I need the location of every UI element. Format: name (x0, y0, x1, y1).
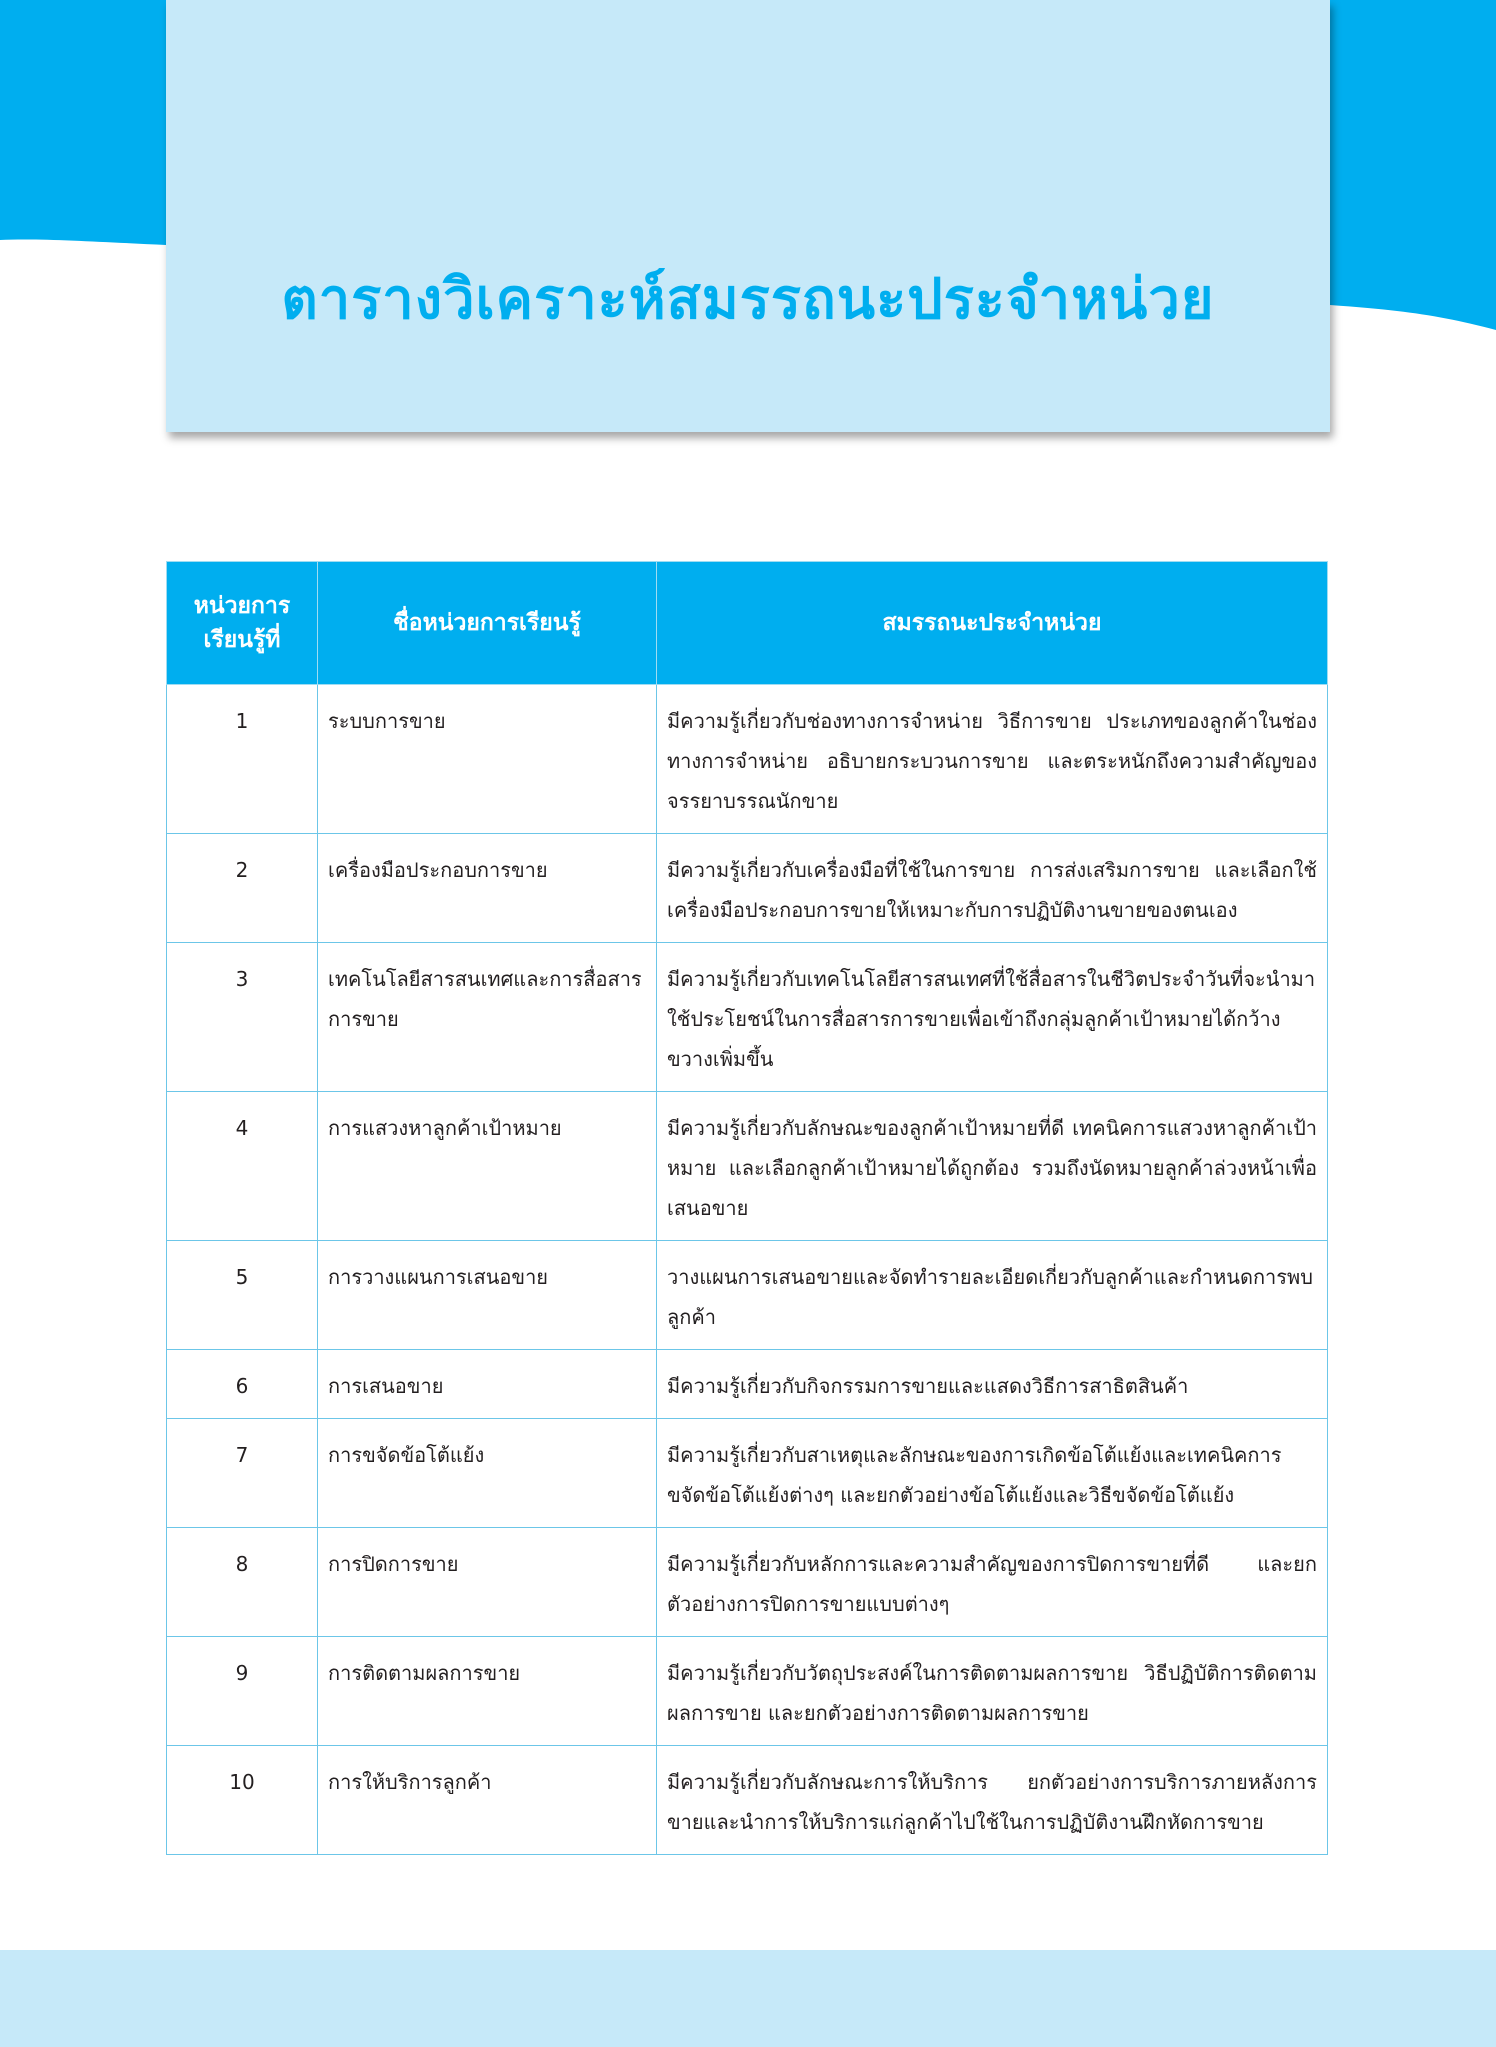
table-row (167, 1419, 1328, 1528)
unit-name-cell: การติดตามผลการขาย (318, 1637, 657, 1746)
unit-number-cell: 7 (167, 1419, 318, 1528)
competency-cell: มีความรู้เกี่ยวกับเครื่องมือที่ใช้ในการขาย การส่งเสริมการขาย และเลือกใช้เครื่องมือประกอบการขายให้เหมาะกับการปฏิบัติงานขายของตนเอง (657, 834, 1328, 943)
unit-number-cell: 5 (167, 1241, 318, 1350)
unit-number-cell: 1 (167, 685, 318, 834)
footer-band (0, 1950, 1496, 2047)
unit-name-cell: ระบบการขาย (318, 685, 657, 834)
unit-name-cell: การวางแผนการเสนอขาย (318, 1241, 657, 1350)
header-unit-number: หน่วยการ เรียนรู้ที่ (167, 562, 318, 685)
table-row (167, 1528, 1328, 1637)
competency-cell: มีความรู้เกี่ยวกับช่องทางการจำหน่าย วิธีการขาย ประเภทของลูกค้าในช่องทางการจำหน่าย อธิบายกระบวนการขาย และตระหนักถึงความสำคัญของจรรยาบรรณนักขาย (657, 685, 1328, 834)
unit-name-cell: การให้บริการลูกค้า (318, 1746, 657, 1855)
unit-name-cell: การแสวงหาลูกค้าเป้าหมาย (318, 1092, 657, 1241)
unit-number-cell: 3 (167, 943, 318, 1092)
unit-number-cell: 4 (167, 1092, 318, 1241)
unit-name-cell: การขจัดข้อโต้แย้ง (318, 1419, 657, 1528)
unit-name-cell: การปิดการขาย (318, 1528, 657, 1637)
table-row (167, 834, 1328, 943)
competency-cell: วางแผนการเสนอขายและจัดทำรายละเอียดเกี่ยวกับลูกค้าและกำหนดการพบลูกค้า (657, 1241, 1328, 1350)
table-header (167, 562, 1328, 685)
competency-cell: มีความรู้เกี่ยวกับลักษณะการให้บริการ ยกตัวอย่างการบริการภายหลังการขายและนำการให้บริการแก่ลูกค้าไปใช้ในการปฏิบัติงานฝึกหัดการขาย (657, 1746, 1328, 1855)
title-panel (166, 0, 1330, 432)
competency-cell: มีความรู้เกี่ยวกับลักษณะของลูกค้าเป้าหมายที่ดี เทคนิคการแสวงหาลูกค้าเป้าหมาย และเลือกลูกค้าเป้าหมายได้ถูกต้อง รวมถึงนัดหมายลูกค้าล่วงหน้าเพื่อเสนอขาย (657, 1092, 1328, 1241)
competency-cell: มีความรู้เกี่ยวกับสาเหตุและลักษณะของการเกิดข้อโต้แย้งและเทคนิคการขจัดข้อโต้แย้งต่างๆ และยกตัวอย่างข้อโต้แย้งและวิธีขจัดข้อโต้แย้ง (657, 1419, 1328, 1528)
unit-number-cell: 2 (167, 834, 318, 943)
unit-name-cell: เครื่องมือประกอบการขาย (318, 834, 657, 943)
table-row (167, 685, 1328, 834)
unit-number-cell: 8 (167, 1528, 318, 1637)
table-row (167, 1092, 1328, 1241)
table-header-row (167, 562, 1328, 685)
unit-number-cell: 9 (167, 1637, 318, 1746)
competency-cell: มีความรู้เกี่ยวกับกิจกรรมการขายและแสดงวิธีการสาธิตสินค้า (657, 1350, 1328, 1419)
table-body (167, 685, 1328, 1855)
unit-number-cell: 10 (167, 1746, 318, 1855)
header-competency: สมรรถนะประจำหน่วย (657, 562, 1328, 685)
table-row (167, 1241, 1328, 1350)
page-title: ตารางวิเคราะห์สมรรถนะประจำหน่วย (281, 267, 1215, 332)
header-unit-name: ชื่อหน่วยการเรียนรู้ (318, 562, 657, 685)
unit-name-cell: เทคโนโลยีสารสนเทศและการสื่อสารการขาย (318, 943, 657, 1092)
unit-number-cell: 6 (167, 1350, 318, 1419)
table-row (167, 1637, 1328, 1746)
competency-table (166, 561, 1328, 1855)
competency-cell: มีความรู้เกี่ยวกับหลักการและความสำคัญของการปิดการขายที่ดี และยกตัวอย่างการปิดการขายแบบต่างๆ (657, 1528, 1328, 1637)
unit-name-cell: การเสนอขาย (318, 1350, 657, 1419)
table-row (167, 1746, 1328, 1855)
competency-cell: มีความรู้เกี่ยวกับเทคโนโลยีสารสนเทศที่ใช้สื่อสารในชีวิตประจำวันที่จะนำมาใช้ประโยชน์ในการสื่อสารการขายเพื่อเข้าถึงกลุ่มลูกค้าเป้าหมายได้กว้างขวางเพิ่มขึ้น (657, 943, 1328, 1092)
table-row (167, 1350, 1328, 1419)
table-row (167, 943, 1328, 1092)
competency-cell: มีความรู้เกี่ยวกับวัตถุประสงค์ในการติดตามผลการขาย วิธีปฏิบัติการติดตามผลการขาย และยกตัวอย่างการติดตามผลการขาย (657, 1637, 1328, 1746)
